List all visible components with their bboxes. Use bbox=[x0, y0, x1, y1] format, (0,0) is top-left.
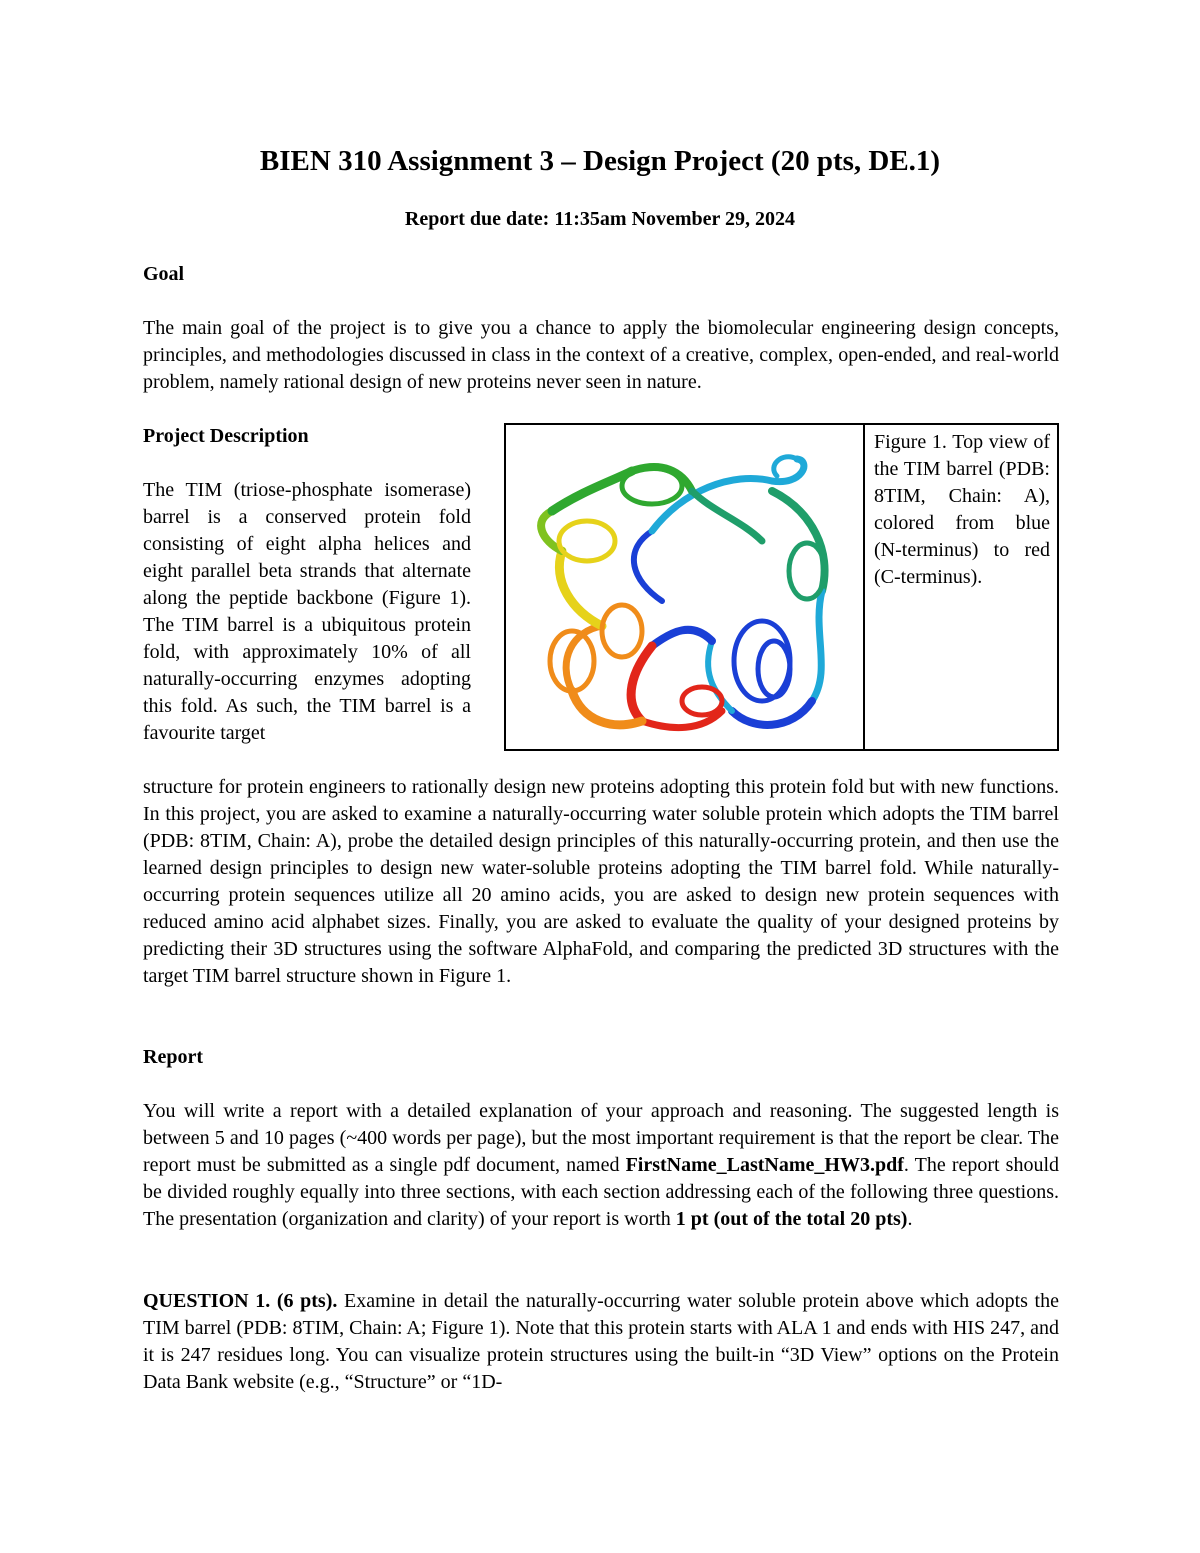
due-date: Report due date: 11:35am November 29, 2024 bbox=[404, 208, 796, 230]
report-text-2: . The report should be divided roughly equally into three sections, with each section addressing each of the following three questions. The presentation (organization and clarity) of your report is worth bbox=[143, 1154, 1060, 1230]
figure-1 bbox=[504, 423, 1059, 751]
figure-divider bbox=[863, 425, 865, 749]
report-text-3: . bbox=[907, 1208, 913, 1230]
goal-paragraph: The main goal of the project is to give you a chance to apply the biomolecular engineering design concepts, principles, and methodologies discussed in class in the context of a creative, complex, open-ended, and real-world problem, namely rational design of new proteins never seen in nature. bbox=[143, 317, 1059, 393]
project-description-full-text: structure for protein engineers to rationally design new proteins adopting this protein fold but with new functions. In this project, you are asked to examine a naturally-occurring water soluble protein which adopts the TIM barrel (PDB: 8TIM, Chain: A), probe the detailed design principles of this naturally-occurring protein, and then use the learned design principles to design new water-soluble proteins adopting the TIM barrel fold. While naturally-occurring protein sequences utilize all 20 amino acids, you are asked to design new protein sequences with reduced amino acid alphabet sizes. Finally, you are asked to evaluate the quality of your designed proteins by predicting their 3D structures using the software AlphaFold, and comparing the predicted 3D structures with the target TIM barrel structure shown in Figure 1. bbox=[143, 776, 1059, 987]
tim-barrel-image bbox=[512, 431, 858, 745]
page-title: BIEN 310 Assignment 3 – Design Project (20 pts, DE.1) bbox=[259, 145, 941, 177]
goal-heading: Goal bbox=[143, 263, 185, 285]
report-text-1: You will write a report with a detailed explanation of your approach and reasoning. The suggested length is between 5 and 10 pages (~400 words per page), but the most important requirement is that the report be clear. The report must be submitted as a single pdf document, named bbox=[143, 1100, 1059, 1176]
report-heading: Report bbox=[143, 1046, 203, 1068]
question-1-text: Examine in detail the naturally-occurring water soluble protein above which adopts the TIM barrel (PDB: 8TIM, Chain: A; Figure 1). Note that this protein starts with ALA 1 and ends with HIS 247, and it is 247 residues long. You can visualize protein structures using the built-in “3D View” options on the Protein Data Bank website (e.g., “Structure” or “1D- bbox=[143, 1290, 1059, 1393]
project-description-heading: Project Description bbox=[143, 425, 309, 447]
report-filename: FirstName_LastName_HW3.pdf bbox=[625, 1154, 904, 1176]
figure-caption: Figure 1. Top view of the TIM barrel (PDB: 8TIM, Chain: A), colored from blue (N-terminus) to red (C-terminus). bbox=[874, 431, 1050, 588]
question-1-paragraph bbox=[143, 1288, 1059, 1396]
report-paragraph bbox=[143, 1098, 1059, 1233]
question-1-label: QUESTION 1. (6 pts). bbox=[143, 1290, 338, 1312]
report-points: 1 pt (out of the total 20 pts) bbox=[675, 1208, 908, 1230]
project-description-wrapped-text: The TIM (triose-phosphate isomerase) barrel is a conserved protein fold consisting of eight alpha helices and eight parallel beta strands that alternate along the peptide backbone (Figure 1). The TIM barrel is a ubiquitous protein fold, with approximately 10% of all naturally-occurring enzymes adopting this fold. As such, the TIM barrel is a favourite target bbox=[143, 479, 471, 744]
